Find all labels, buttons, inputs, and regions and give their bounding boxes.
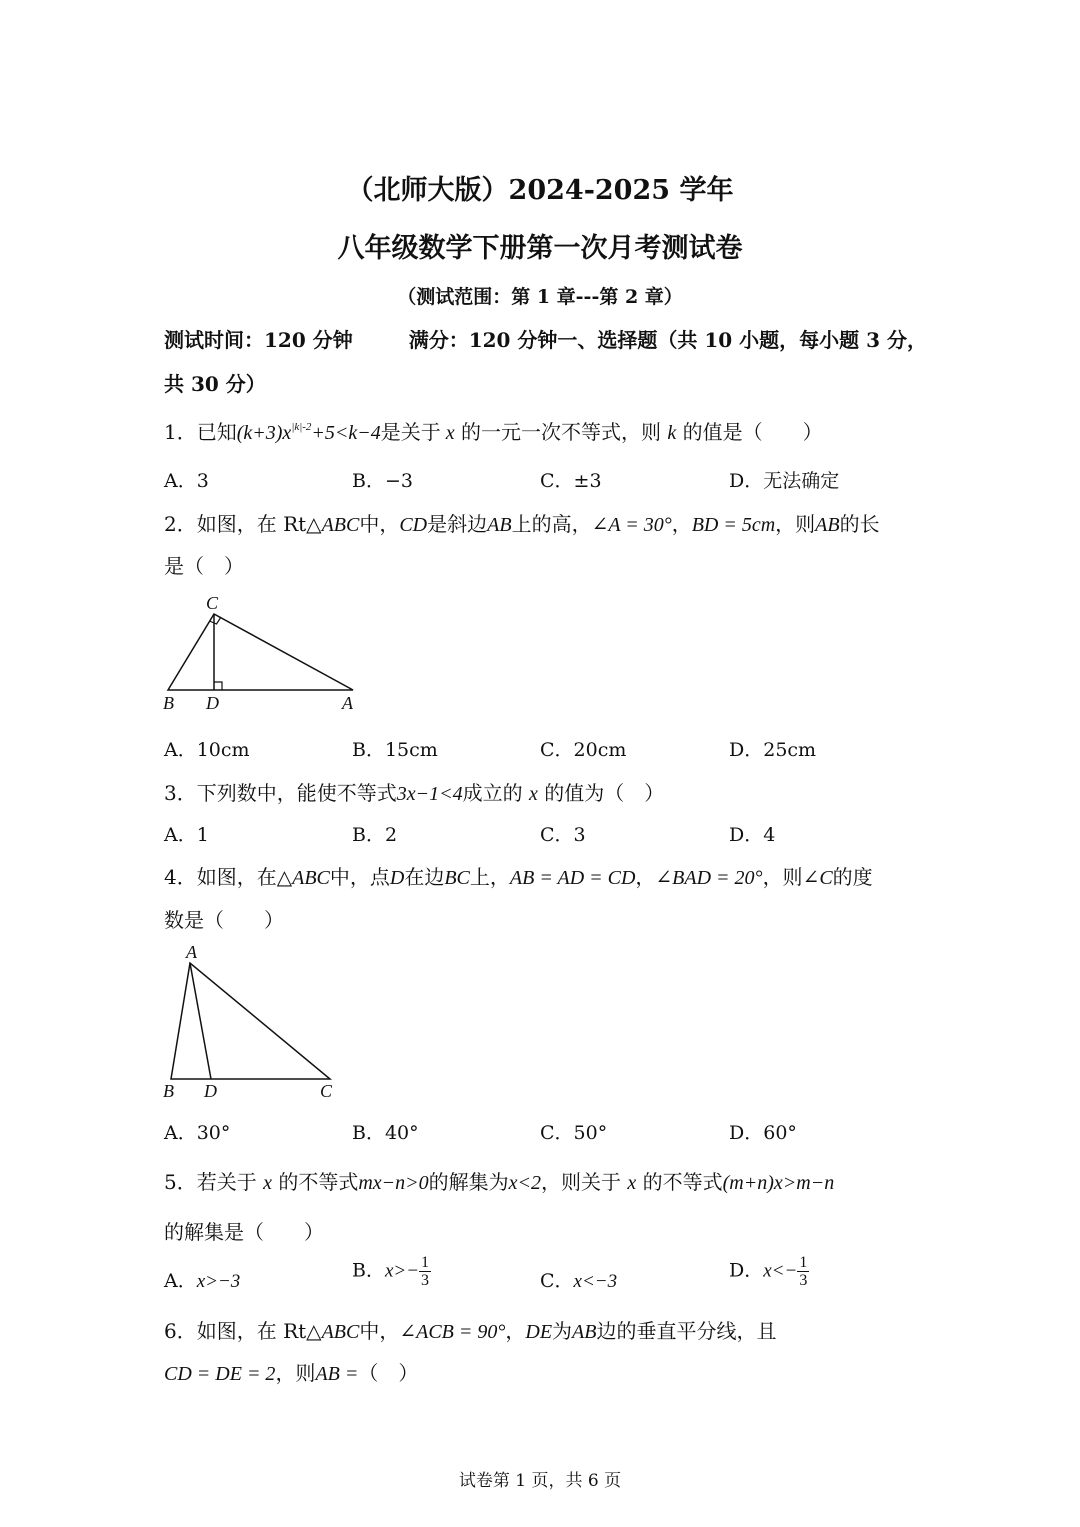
label-a: A xyxy=(186,942,197,962)
exam-info-line1 xyxy=(164,324,927,353)
question-2-figure xyxy=(150,590,380,720)
question-2-stem: 2．如图，在 Rt△ABC中，CD是斜边AB上的高，∠A = 30°，BD = 5cm，则AB的长 xyxy=(164,512,880,536)
question-3-stem: 3．下列数中，能使不等式3x−1<4成立的 x 的值为（ ） xyxy=(164,781,665,805)
question-2-option-c[interactable]: C．20cm xyxy=(540,739,627,761)
exam-title-line2: 八年级数学下册第一次月考测试卷 xyxy=(337,233,743,264)
question-4-option-b[interactable]: B．40° xyxy=(352,1122,419,1144)
question-3-option-c[interactable]: C．3 xyxy=(540,824,586,846)
question-1-option-c[interactable]: C．±3 xyxy=(540,470,602,492)
fraction-one-third: $\frac{1}{3}$ xyxy=(421,1254,430,1289)
question-4-figure xyxy=(150,938,350,1108)
label-c: C xyxy=(206,593,219,613)
question-6-stem-line2: CD = DE = 2，则AB =（ ） xyxy=(164,1361,419,1385)
question-5-option-d[interactable]: D．x<− $\frac{1}{3}$ xyxy=(729,1254,808,1289)
question-2-stem-line2: 是（ ） xyxy=(164,554,244,578)
triangle-abc xyxy=(171,963,330,1079)
label-d: D xyxy=(204,1081,217,1101)
exam-info-line2: 共 30 分） xyxy=(164,372,266,396)
question-4-stem: 4．如图，在△ABC中，点D在边BC上，AB = AD = CD，∠BAD = 20°，则∠C的度 xyxy=(164,865,873,889)
label-d: D xyxy=(206,693,219,713)
page-footer: 试卷第 1 页，共 6 页 xyxy=(458,1471,622,1491)
question-1-option-b[interactable]: B．−3 xyxy=(352,470,413,492)
question-6-stem: 6．如图，在 Rt△ABC中，∠ACB = 90°，DE为AB边的垂直平分线，且 xyxy=(164,1319,777,1343)
right-angle-mark-d xyxy=(214,682,222,690)
question-3-option-a[interactable]: A．1 xyxy=(164,824,209,846)
question-3-option-d[interactable]: D．4 xyxy=(729,824,776,846)
question-1-option-d[interactable]: D．无法确定 xyxy=(729,470,840,492)
question-4-option-c[interactable]: C．50° xyxy=(540,1122,608,1144)
question-4-option-a[interactable]: A．30° xyxy=(164,1122,231,1144)
exam-title-line1: （北师大版）2024-2025 学年 xyxy=(346,175,734,206)
question-5-option-c[interactable]: C．x<−3 xyxy=(540,1270,618,1292)
exam-score-section: 满分：120 分钟一、选择题（共 10 小题，每小题 3 分， xyxy=(408,328,928,352)
question-5-option-b[interactable]: B．x>− $\frac{1}{3}$ xyxy=(352,1254,430,1289)
fraction-one-third: $\frac{1}{3}$ xyxy=(799,1254,808,1289)
label-a: A xyxy=(342,693,353,713)
question-5-stem-line2: 的解集是（ ） xyxy=(164,1220,324,1244)
question-1-stem: 1．已知$(k+3)x^{|k|-2}+5<k-4$是关于 x 的一元一次不等式，则 k 的值是（ ） xyxy=(164,420,823,444)
question-5-option-a[interactable]: A．x>−3 xyxy=(164,1270,241,1292)
question-2-option-a[interactable]: A．10cm xyxy=(164,739,250,761)
label-c: C xyxy=(320,1081,333,1101)
exam-scope: （测试范围：第 1 章---第 2 章） xyxy=(397,286,683,308)
label-b: B xyxy=(163,1081,174,1101)
question-5-stem: 5．若关于 x 的不等式mx−n>0的解集为x<2，则关于 x 的不等式(m+n)x>m−n xyxy=(164,1170,835,1194)
triangle-abc xyxy=(168,614,353,690)
question-2-option-d[interactable]: D．25cm xyxy=(729,739,817,761)
question-4-stem-line2: 数是（ ） xyxy=(164,908,284,932)
question-1-option-a[interactable]: A．3 xyxy=(164,470,209,492)
question-3-option-b[interactable]: B．2 xyxy=(352,824,398,846)
question-2-option-b[interactable]: B．15cm xyxy=(352,739,438,761)
label-b: B xyxy=(163,693,174,713)
exam-time: 测试时间：120 分钟 xyxy=(164,328,353,352)
question-4-option-d[interactable]: D．60° xyxy=(729,1122,797,1144)
segment-ad xyxy=(190,963,211,1079)
